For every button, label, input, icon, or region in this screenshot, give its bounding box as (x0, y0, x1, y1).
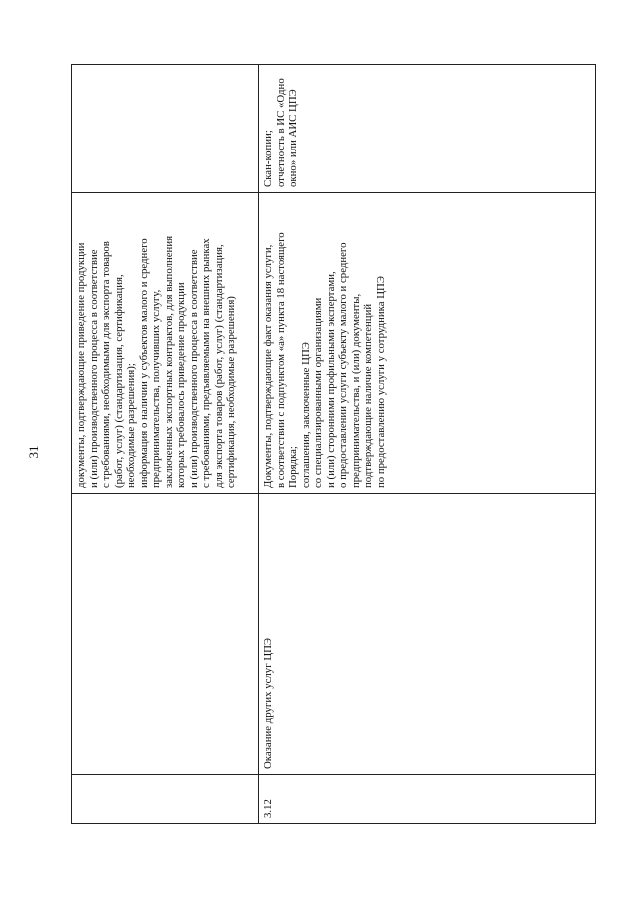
cell-service-name: Оказание других услуг ЦПЭ (259, 494, 596, 775)
doc-line: Порядка; (287, 446, 299, 488)
page-number: 31 (26, 445, 41, 459)
table-row (259, 65, 596, 824)
cell-number: 3.12 (259, 775, 596, 824)
table-row (72, 65, 259, 824)
cell-service-name (72, 494, 259, 775)
doc-line: по предоставлению услуги у сотрудника ЦПЭ (374, 276, 387, 488)
doc-line: сертификация, необходимые разрешения) (225, 296, 237, 488)
doc-line: (работ, услуг) (стандартизация, сертификация, (112, 274, 125, 488)
doc-line: о предоставлении услуги субъекту малого и среднего (337, 242, 349, 488)
doc-line: в соответствии с подпунктом «а» пункта 18 настоящего (274, 232, 287, 488)
cell-form (259, 65, 596, 193)
services-table (71, 64, 596, 824)
cell-documents (72, 193, 259, 494)
form-line: Скан-копии; (262, 130, 274, 187)
cell-documents (259, 193, 596, 494)
doc-line: информация о наличии у субъектов малого и среднего (137, 238, 150, 488)
doc-line: и (или) производственного процесса в соответствие (87, 249, 100, 488)
doc-line: для экспорта товаров (работ, услуг) (стандартизация, (212, 244, 225, 488)
doc-line: предпринимательства, и (или) документы, (349, 293, 362, 488)
doc-line: Документы, подтверждающие факт оказания услуги, (262, 244, 274, 488)
doc-line: заключенных экспортных контрактов, для выполнения (162, 235, 175, 488)
cell-number (72, 775, 259, 824)
doc-line: подтверждающие наличие компетенций (362, 303, 374, 488)
doc-line: необходимые разрешения); (125, 363, 137, 488)
doc-line: и (или) производственного процесса в соответствие (187, 249, 200, 488)
doc-line: и (или) сторонними профильными экспертами, (324, 271, 337, 488)
doc-line: соглашения, заключенные ЦПЭ (299, 342, 312, 488)
doc-line: с требованиями, предъявляемыми на внешних рынках (200, 238, 212, 488)
doc-line: с требованиями, необходимыми для экспорта товаров (100, 241, 112, 488)
doc-line: которых требовалось приведение продукции (175, 282, 187, 488)
cell-form (72, 65, 259, 193)
form-line: окно» или АИС ЦПЭ (287, 89, 299, 187)
rotated-table-container (71, 64, 596, 824)
doc-line: документы, подтверждающие приведение продукции (75, 242, 87, 488)
doc-line: предпринимательства, получивших услугу, (150, 289, 162, 488)
form-line: отчетность в ИС «Одно (274, 78, 287, 187)
doc-line: со специализированными организациями (312, 297, 324, 488)
